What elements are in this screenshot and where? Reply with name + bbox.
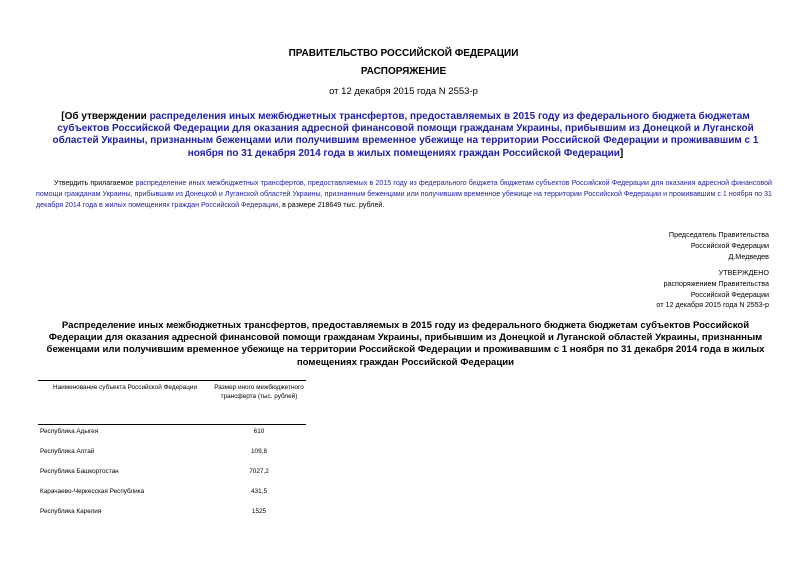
table-cell-region: Республика Алтай (40, 448, 95, 455)
approved-line-4: от 12 декабря 2015 года N 2553-р (656, 300, 769, 310)
doc-date-number: от 12 декабря 2015 года N 2553-р (329, 86, 478, 97)
table-header-amount: Размер иного межбюджетного трансферта (тыс. рублей) (212, 381, 306, 425)
table-row (38, 488, 306, 508)
table-cell-region: Карачаево-Черкесская Республика (40, 488, 145, 495)
table-cell-amount: 7027,2 (249, 468, 269, 475)
title-open-bracket: [ (61, 111, 65, 122)
table-header-region: Наименование субъекта Российской Федерации (38, 381, 212, 425)
signature-block (669, 230, 769, 262)
table-row (38, 468, 306, 488)
distribution-table (38, 380, 306, 528)
table-cell-amount: 1525 (251, 508, 267, 515)
table-row (38, 508, 306, 528)
table-cell-region: Республика Башкортостан (40, 468, 119, 475)
body-prefix: Утвердить прилагаемое (54, 179, 136, 187)
approved-block (656, 268, 769, 311)
title-link[interactable]: распределения иных межбюджетных трансфертов, предоставляемых в 2015 году из федерального бюджета бюджетам субъектов Российской Федерации для оказания адресной финансовой помощи гражданам Украины, прибывшим из Донецкой и Луганской областей Украины, признанным беженцами или получившим временное убежище на территории Российской Федерации и проживавшим с 1 ноября по 31 декабря 2014 года в жилых помещениях граждан Российской Федерации (52, 111, 759, 159)
table-row (38, 428, 306, 448)
approved-line-3: Российской Федерации (690, 289, 769, 299)
body-link[interactable]: распределение иных межбюджетных трансфертов, предоставляемых в 2015 году из федерального бюджета бюджетам субъектов Российской Федерации для оказания адресной финансовой помощи гражданам Украины, прибывшим из Донецкой и Луганской областей Украины, признанным беженцами или получившим временное убежище на территории Российской Федерации и проживавшим с 1 ноября по 31 декабря 2014 года в жилых помещениях граждан Российской Федерации (36, 179, 772, 209)
distribution-title: Распределение иных межбюджетных трансфертов, предоставляемых в 2015 году из федерального бюджета бюджетам субъектов Российской Федерации для оказания адресной финансовой помощи гражданам Украины, прибывшим из Донецкой и Луганской областей Украины, признанным беженцами или получившим временное убежище на территории Российской Федерации и проживавшим с 1 ноября по 31 декабря 2014 года в жилых помещениях граждан Российской Федерации (46, 320, 765, 368)
title-close-bracket: ] (619, 147, 624, 159)
org-name: ПРАВИТЕЛЬСТВО РОССИЙСКОЙ ФЕДЕРАЦИИ (288, 48, 519, 59)
body-suffix: , в размере 218649 тыс. рублей. (278, 200, 385, 209)
document-title (38, 111, 773, 160)
table-cell-region: Республика Карелия (40, 508, 102, 515)
table-cell-amount: 109,8 (251, 448, 267, 455)
signature-line-2: Российской Федерации (690, 240, 769, 250)
approved-line-2: распоряжением Правительства (663, 278, 769, 288)
body-paragraph (36, 178, 772, 210)
approved-line-1: УТВЕРЖДЕНО (718, 268, 769, 277)
table-cell-amount: 431,5 (251, 488, 267, 495)
title-prefix: Об утверждении (64, 111, 150, 122)
table-cell-region: Республика Адыгея (40, 428, 99, 435)
signature-line-3: Д.Медведев (728, 251, 769, 261)
table-cell-amount: 610 (253, 428, 265, 435)
table-row (38, 448, 306, 468)
doc-type: РАСПОРЯЖЕНИЕ (360, 66, 447, 77)
signature-line-1: Председатель Правительства (668, 230, 769, 239)
table-header-row (38, 381, 306, 425)
